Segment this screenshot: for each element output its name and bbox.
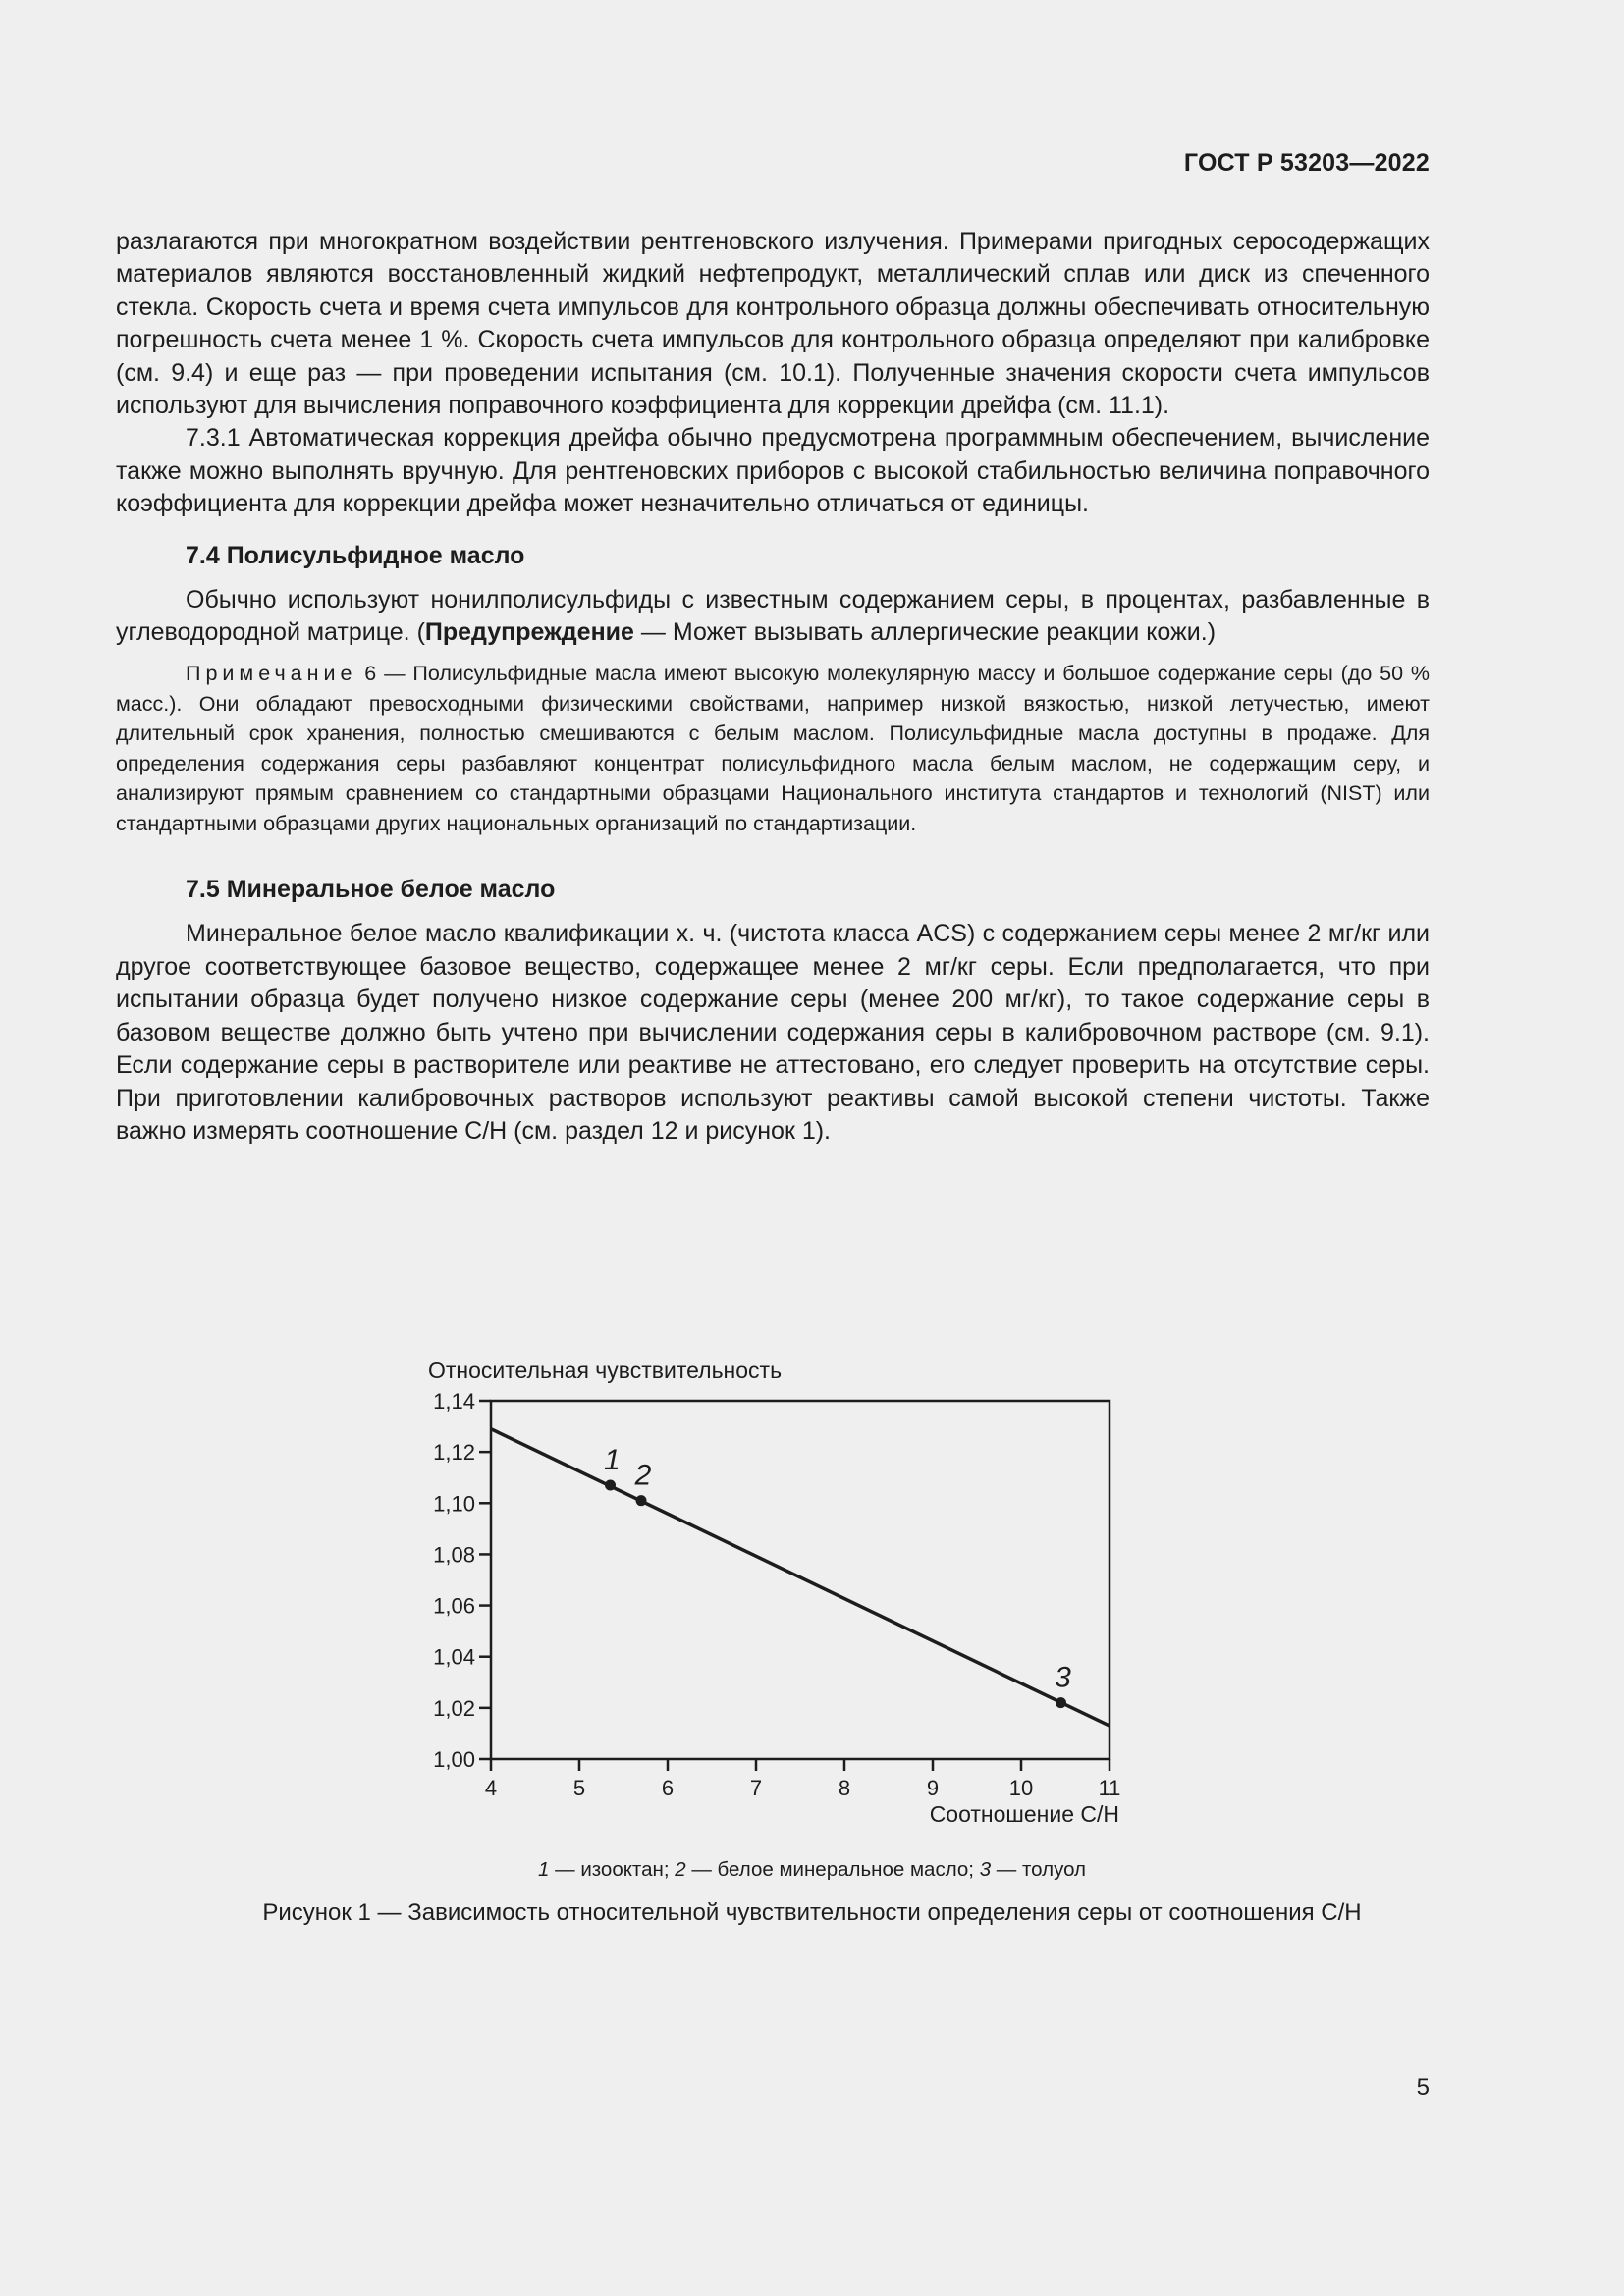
legend-number-1: 1 [538, 1858, 550, 1881]
legend-text-3: — толуол [991, 1858, 1086, 1881]
x-tick-label: 5 [572, 1776, 586, 1800]
y-tick-label: 1,00 [433, 1747, 475, 1772]
x-axis-label: Соотношение С/Н [929, 1801, 1119, 1827]
x-tick-label: 7 [749, 1776, 763, 1800]
x-tick-label: 8 [838, 1776, 851, 1800]
plot-frame [491, 1401, 1110, 1759]
y-tick-label: 1,14 [433, 1389, 475, 1414]
data-points [604, 1444, 1071, 1708]
paragraph-white-oil: Минеральное белое масло квалификации х. ч. (чистота класса ACS) с содержанием серы менее 2 мг/кг или другое соответствующее базовое вещество, содержащее менее 2 мг/кг серы. Если предполагается, что при испытании образца будет получено низкое содержание серы (менее 200 мг/кг), то такое содержание серы в базовом веществе должно быть учтено при вычислении содержания серы в калибровочном растворе (см. 9.1). Если содержание серы в растворителе или реактиве не аттестовано, его следует проверить на отсутствие серы. При приготовлении калибровочных растворов используют реактивы самой высокой степени чистоты. Также важно измерять соотношение С/Н (см. раздел 12 и рисунок 1). [116, 920, 1430, 1145]
paragraph-polysulfide-text-a: Обычно используют нонилполисульфиды с известным содержанием серы, в процентах, разбавленные в углеводородной матрице. ( [116, 585, 1430, 647]
y-tick-label: 1,06 [433, 1593, 475, 1619]
x-tick-label: 6 [661, 1776, 675, 1800]
heading-7-4: 7.4 Полисульфидное масло [186, 541, 525, 569]
y-tick-label: 1,04 [433, 1644, 475, 1670]
data-point-label: 2 [634, 1459, 652, 1492]
heading-7-5: 7.5 Минеральное белое масло [186, 876, 556, 904]
y-axis-ticks [433, 1389, 491, 1772]
legend-text-2: — белое минеральное масло; [685, 1858, 980, 1881]
y-tick-label: 1,08 [433, 1542, 475, 1568]
data-point-label: 1 [604, 1444, 621, 1477]
warning-label: Предупреждение [424, 618, 634, 647]
x-tick-label: 9 [926, 1776, 940, 1800]
x-tick-label: 11 [1098, 1776, 1121, 1800]
legend-number-3: 3 [979, 1858, 992, 1881]
series-line [491, 1429, 1110, 1726]
y-tick-label: 1,02 [433, 1695, 475, 1721]
legend-text-1: — изооктан; [549, 1858, 676, 1881]
paragraph-drift-sample: разлагаются при многократном воздействии рентгеновского излучения. Примерами пригодных серосодержащих материалов являются восстановленный жидкий нефтепродукт, металлический сплав или диск из спеченного стекла. Скорость счета и время счета импульсов для контрольного образца должны обеспечивать относительную погрешность счета менее 1 %. Скорость счета импульсов для контрольного образца определяют при калибровке (см. 9.4) и еще раз — при проведении испытания (см. 10.1). Полученные значения скорости счета импульсов используют для вычисления поправочного коэффициента для коррекции дрейфа (см. 11.1). [116, 228, 1430, 420]
data-point [1056, 1697, 1066, 1708]
data-point-label: 3 [1055, 1661, 1071, 1694]
legend-number-2: 2 [675, 1858, 686, 1881]
document-code: ГОСТ Р 53203—2022 [1183, 149, 1430, 177]
x-tick-label: 4 [484, 1776, 498, 1800]
page-number: 5 [1416, 2074, 1430, 2101]
y-tick-label: 1,10 [433, 1491, 475, 1517]
x-axis-ticks [485, 1759, 1121, 1800]
figure-caption: Рисунок 1 — Зависимость относительной чувствительности определения серы от соотношения С/Н [262, 1899, 1362, 1926]
paragraph-7-3-1: 7.3.1 Автоматическая коррекция дрейфа обычно предусмотрена программным обеспечением, вычисление также можно выполнять вручную. Для рентгеновских приборов с высокой стабильностью величина поправочного коэффициента для коррекции дрейфа может незначительно отличаться от единицы. [116, 424, 1430, 518]
data-point [605, 1480, 616, 1491]
y-tick-label: 1,12 [433, 1440, 475, 1466]
x-tick-label: 10 [1008, 1776, 1034, 1800]
paragraph-polysulfide-text-b: — Может вызывать аллергические реакции кожи.) [633, 618, 1217, 647]
figure-legend [0, 1858, 1624, 1882]
data-point [636, 1495, 647, 1506]
note-label: Примечание [186, 662, 357, 686]
note-text: 6 — Полисульфидные масла имеют высокую молекулярную массу и большое содержание серы (до 50 % масс.). Они обладают превосходными физическими свойствами, например низкой вязкостью, низкой летучестью, имеют длительный срок хранения, полностью смешиваются с белым маслом. Полисульфидные масла доступны в продаже. Для определения содержания серы разбавляют концентрат полисульфидного масла белым маслом, не содержащим серу, и анализируют прямым сравнением со стандартными образцами Национального института стандартов и технологий (NIST) или стандартными образцами других национальных организаций по стандартизации. [116, 662, 1430, 835]
y-axis-label: Относительная чувствительность [428, 1358, 783, 1383]
